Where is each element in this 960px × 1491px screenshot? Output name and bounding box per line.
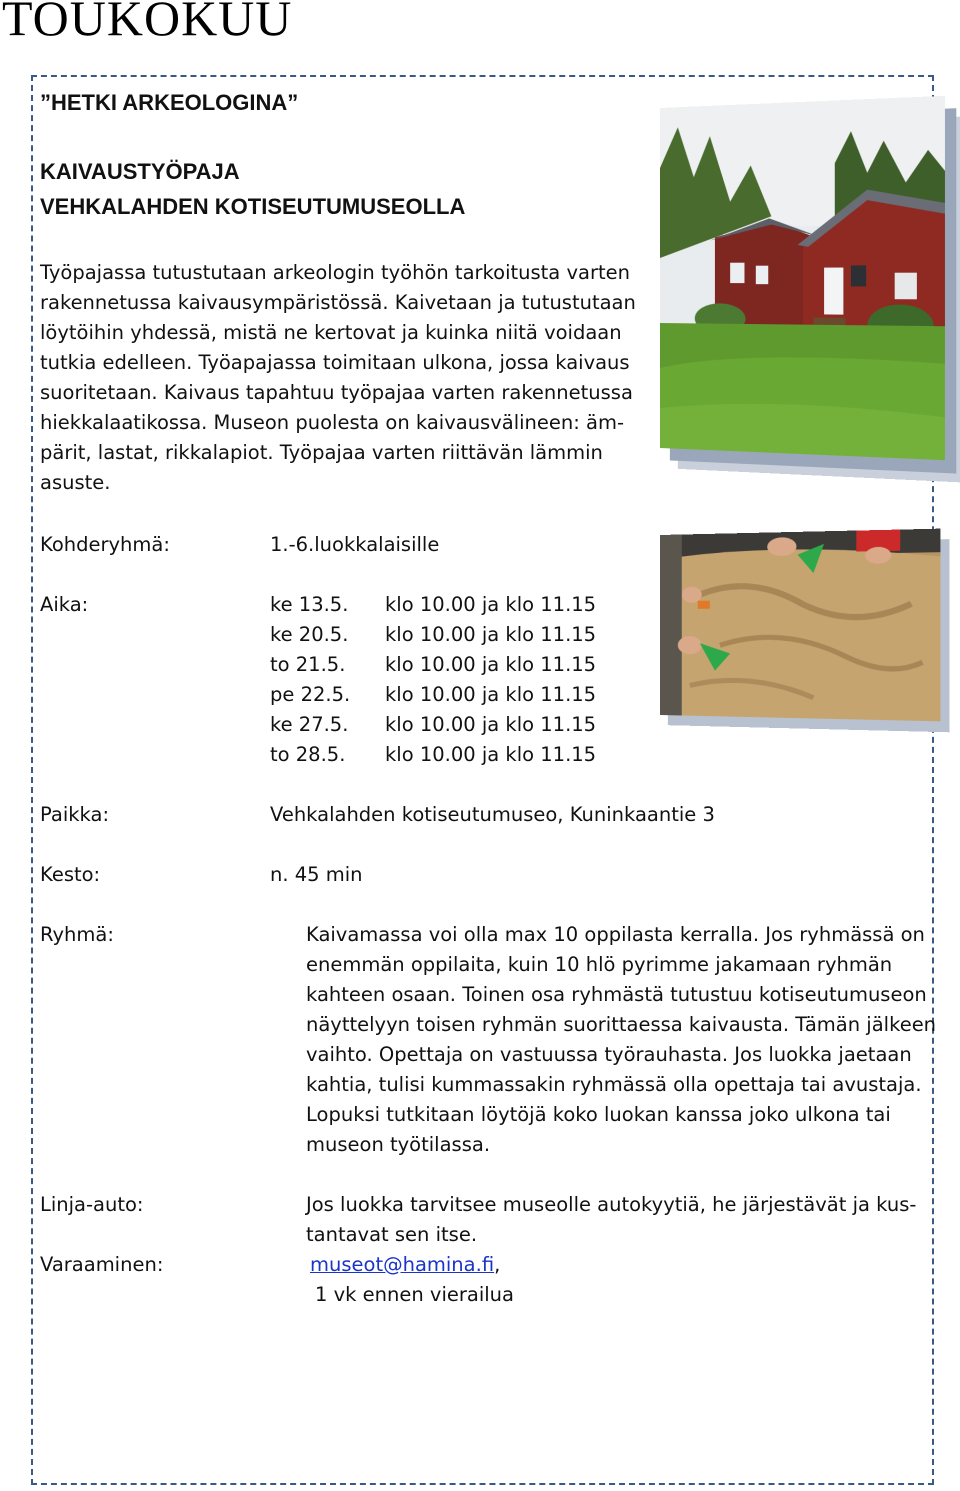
schedule-time: klo 10.00 ja klo 11.15 <box>385 713 597 736</box>
booking-email-comma: , <box>494 1253 501 1276</box>
booking-email-row <box>310 1250 500 1280</box>
place-label: Paikka: <box>40 803 110 826</box>
group-text-line: enemmän oppilaita, kuin 10 hlö pyrimme jakamaan ryhmän <box>306 953 893 976</box>
schedule-time: klo 10.00 ja klo 11.15 <box>385 623 597 646</box>
schedule-day: to 28.5. <box>270 743 346 766</box>
subtitle-line-2: VEHKALAHDEN KOTISEUTUMUSEOLLA <box>40 194 466 219</box>
sandbox-digging-photo <box>660 529 940 722</box>
schedule-time: klo 10.00 ja klo 11.15 <box>385 653 597 676</box>
place-value: Vehkalahden kotiseutumuseo, Kuninkaantie 3 <box>270 803 715 826</box>
schedule-day: ke 27.5. <box>270 713 349 736</box>
group-text-line: Kaivamassa voi olla max 10 oppilasta kerralla. Jos ryhmässä on <box>306 923 925 946</box>
month-heading: TOUKOKUU <box>2 0 293 46</box>
group-text-line: museon työtilassa. <box>306 1133 491 1156</box>
target-group-value: 1.-6.luokkalaisille <box>270 533 440 556</box>
subtitle-line-1: KAIVAUSTYÖPAJA <box>40 159 240 184</box>
group-text-line: kahteen osaan. Toinen osa ryhmästä tutustuu kotiseutumuseon <box>306 983 927 1006</box>
museum-buildings-photo <box>660 96 945 460</box>
group-text-line: Lopuksi tutkitaan löytöjä koko luokan kanssa joko ulkona tai <box>306 1103 891 1126</box>
schedule-time: klo 10.00 ja klo 11.15 <box>385 743 597 766</box>
duration-value: n. 45 min <box>270 863 363 886</box>
duration-label: Kesto: <box>40 863 101 886</box>
museum-buildings-image <box>660 96 945 460</box>
intro-line: tutkia edelleen. Työapajassa toimitaan ulkona, jossa kaivaus <box>40 351 630 374</box>
bus-text-line: tantavat sen itse. <box>306 1223 478 1246</box>
intro-line: Työpajassa tutustutaan arkeologin työhön tarkoitusta varten <box>40 261 630 284</box>
target-group-label: Kohderyhmä: <box>40 533 170 556</box>
booking-note: 1 vk ennen vierailua <box>315 1283 514 1306</box>
schedule-day: pe 22.5. <box>270 683 351 706</box>
booking-label: Varaaminen: <box>40 1253 164 1276</box>
booking-email-link[interactable]: museot@hamina.fi <box>310 1253 495 1276</box>
schedule-time: klo 10.00 ja klo 11.15 <box>385 593 597 616</box>
intro-line: löytöihin yhdessä, mistä ne kertovat ja kuinka niitä voidaan <box>40 321 622 344</box>
time-label: Aika: <box>40 593 89 616</box>
group-text-line: vaihto. Opettaja on vastuussa työrauhasta. Jos luokka jaetaan <box>306 1043 912 1066</box>
schedule-day: ke 20.5. <box>270 623 349 646</box>
schedule-day: to 21.5. <box>270 653 346 676</box>
schedule-day: ke 13.5. <box>270 593 349 616</box>
intro-line: hiekkalaatikossa. Museon puolesta on kaivausvälineen: äm- <box>40 411 625 434</box>
sandbox-image <box>660 529 940 722</box>
intro-line: pärit, lastat, rikkalapiot. Työpajaa varten riittävän lämmin <box>40 441 603 464</box>
schedule-time: klo 10.00 ja klo 11.15 <box>385 683 597 706</box>
bus-label: Linja-auto: <box>40 1193 144 1216</box>
page-title: ”HETKI ARKEOLOGINA” <box>40 90 299 115</box>
intro-line: rakennetussa kaivausympäristössä. Kaivetaan ja tutustutaan <box>40 291 636 314</box>
bus-text-line: Jos luokka tarvitsee museolle autokyytiä, he järjestävät ja kus- <box>306 1193 917 1216</box>
group-label: Ryhmä: <box>40 923 114 946</box>
group-text-line: näyttelyyn toisen ryhmän suorittaessa kaivausta. Tämän jälkeen <box>306 1013 937 1036</box>
intro-line: suoritetaan. Kaivaus tapahtuu työpajaa varten rakennetussa <box>40 381 633 404</box>
intro-line: asuste. <box>40 471 111 494</box>
group-text-line: kahtia, tulisi kummassakin ryhmässä olla opettaja tai avustaja. <box>306 1073 922 1096</box>
